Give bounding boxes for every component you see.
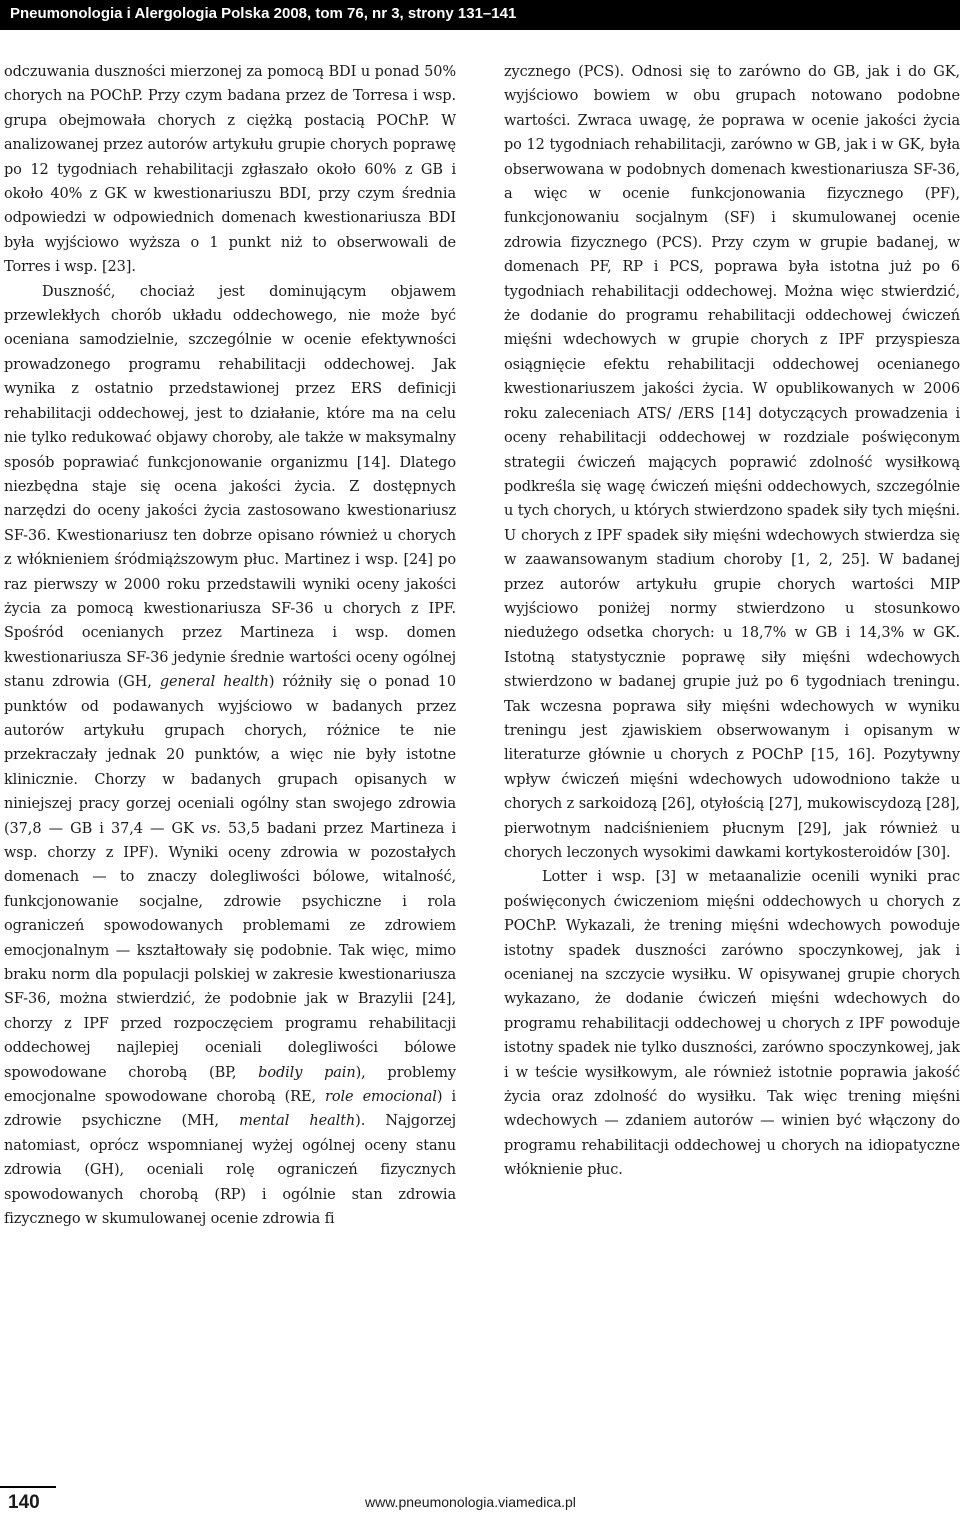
italic-term: vs. bbox=[200, 820, 221, 837]
footer-rule bbox=[0, 1486, 56, 1488]
italic-term: general health bbox=[159, 674, 269, 691]
right-column bbox=[504, 60, 960, 1475]
italic-term: mental health bbox=[239, 1113, 356, 1130]
running-header-bar bbox=[0, 0, 960, 30]
paragraph: zycznego (PCS). Odnosi się to zarówno do GB, jak i do GK, wyjściowo bowiem w obu grupach notowano podobne wartości. Zwraca uwagę, że poprawa w ocenie jakości życia po 12 tygodniach rehabilitacji, zarówno w GB, jak i w GK, była obserwowana w podobnych domenach kwestionariusza SF-36, a więc w ocenie funkcjonowania fizycznego (PF), funkcjonowaniu socjalnym (SF) i skumulowanej ocenie zdrowia fizycznego (PCS). Przy czym w grupie badanej, w domenach PF, RP i PCS, poprawa była istotna już po 6 tygodniach rehabilitacji oddechowej. Można więc stwierdzić, że dodanie do programu rehabilitacji oddechowej ćwiczeń mięśni wdechowych w grupie chorych z IPF przyspiesza osiągnięcie efektu rehabilitacji oddechowej ocenianego kwestionariuszem jakości życia. W opublikowanych w 2006 roku zaleceniach ATS/ /ERS [14] dotyczących prowadzenia i oceny rehabilitacji oddechowej w rozdziale poświęconym strategii ćwiczeń mających poprawić zdolność wysiłkową podkreśla się wagę ćwiczeń mięśni oddechowych, szczególnie u tych chorych, u których stwierdzono spadek siły tych mięśni. U chorych z IPF spadek siły mięśni wdechowych stwierdza się w zaawansowanym stadium choroby [1, 2, 25]. W badanej przez autorów artykułu grupie chorych wartości MIP wyjściowo poniżej normy stwierdzono u stosunkowo niedużego odsetka chorych: u 18,7% w GB i 14,3% w GK. Istotną statystycznie poprawę siły mięśni wdechowych stwierdzono w badanej grupie już po 6 tygodniach treningu. Tak wczesna poprawa siły mięśni wdechowych w wyniku treningu jest zjawiskiem obserwowanym i opisanym w literaturze głównie u chorych z POChP [15, 16]. Pozytywny wpływ ćwiczeń mięśni wdechowych udowodniono także u chorych z sarkoidozą [26], otyłością [27], mukowiscydozą [28], pierwotnym nadciśnieniem płucnym [29], jak również u chorych leczonych wysokimi dawkami kortykosteroidów [30]. bbox=[504, 64, 960, 861]
journal-url[interactable]: www.pneumonologia.viamedica.pl bbox=[365, 1494, 576, 1510]
paragraph bbox=[4, 280, 456, 1232]
paragraph: Lotter i wsp. [3] w metaanalizie ocenili wyniki prac poświęconych ćwiczeniom mięśni oddechowych u chorych z POChP. Wykazali, że trening mięśni wdechowych powoduje istotny spadek duszności zarówno spoczynkowej, jak i ocenianej na szczycie wysiłku. W opisywanej grupie chorych wykazano, że dodanie ćwiczeń mięśni wdechowych do programu rehabilitacji oddechowej u chorych z IPF powoduje istotny spadek nie tylko duszności, zarówno spoczynkowej, jak i w teście wysiłkowym, ale również istotnie poprawia jakość życia oraz zdolność do wysiłku. Tak więc trening mięśni wdechowych — zdaniem autorów — winien być włączony do programu rehabilitacji oddechowej u chorych na idiopatyczne włóknienie płuc. bbox=[504, 869, 960, 1179]
text-run: ) i zdrowie psychiczne (MH, bbox=[4, 1089, 456, 1130]
running-title: Pneumonologia i Alergologia Polska 2008, tom 76, nr 3, strony 131–141 bbox=[10, 5, 517, 22]
text-run: ). Najgorzej natomiast, oprócz wspomnianej wyżej ogólnej oceny stanu zdrowia (GH), oceniali rolę ograniczeń fizycznych spowodowanych chorobą (RP) i ogólnie stan zdrowia fizycznego w skumulowanej ocenie zdrowia fi bbox=[4, 1113, 456, 1228]
left-column bbox=[4, 60, 456, 1475]
italic-term: bodily pain bbox=[258, 1064, 356, 1081]
page-number: 140 bbox=[8, 1492, 40, 1513]
text-run: ) różniły się o ponad 10 punktów od podawanych wyjściowo w badanych przez autorów artykułu grupach chorych, różnice te nie przekraczały jednak 20 punktów, a więc nie były istotne klinicznie. Chorzy w badanych grupach opisanych w niniejszej pracy gorzej oceniali ogólny stan swojego zdrowia (37,8 — GB i 37,4 — GK bbox=[4, 674, 456, 837]
text-run: Duszność, chociaż jest dominującym objawem przewlekłych chorób układu oddechowego, nie może być oceniana samodzielnie, szczególnie w ocenie efektywności prowadzonego programu rehabilitacji oddechowej. Jak wynika z ostatnio przedstawionej przez ERS definicji rehabilitacji oddechowej, jest to działanie, które ma na celu nie tylko redukować objawy choroby, ale także w maksymalny sposób poprawiać funkcjonowanie organizmu [14]. Dlatego niezbędna staje się ocena jakości życia. Z dostępnych narzędzi do oceny jakości życia zastosowano kwestionariusz SF-36. Kwestionariusz ten dobrze opisano również u chorych z włóknieniem śródmiąższowym płuc. Martinez i wsp. [24] po raz pierwszy w 2000 roku przedstawili wyniki oceny jakości życia za pomocą kwestionariusza SF-36 u chorych z IPF. Spośród ocenianych przez Martineza i wsp. domen kwestionariusza SF-36 jedynie średnie wartości oceny ogólnej stanu zdrowia (GH, bbox=[4, 283, 456, 691]
text-run: 53,5 badani przez Martineza i wsp. chorzy z IPF). Wyniki oceny zdrowia w pozostałych domenach — to znaczy dolegliwości bólowe, witalność, funkcjonowanie socjalne, zdrowie psychiczne i rola ograniczeń spowodowanych problemami ze zdrowiem emocjonalnym — kształtowały się podobnie. Tak więc, mimo braku norm dla populacji polskiej w zakresie kwestionariusza SF-36, można stwierdzić, że podobnie jak w Brazylii [24], chorzy z IPF przed rozpoczęciem programu rehabilitacji oddechowej najlepiej oceniali dolegliwości bólowe spowodowane chorobą (BP, bbox=[4, 820, 456, 1081]
italic-term: role emocional bbox=[325, 1089, 437, 1106]
paragraph: odczuwania duszności mierzonej za pomocą BDI u ponad 50% chorych na POChP. Przy czym badana przez de Torresa i wsp. grupa obejmowała chorych z ciężką postacią POChP. W analizowanej przez autorów artykułu grupie chorych poprawę po 12 tygodniach rehabilitacji zgłaszało około 60% z GB i około 40% z GK w kwestionariuszu BDI, przy czym średnia odpowiedzi w odpowiednich domenach kwestionariusza BDI była wyjściowo wyższa o 1 punkt niż to obserwowali de Torres i wsp. [23]. bbox=[4, 64, 456, 276]
text-run: ), problemy emocjonalne spowodowane chorobą (RE, bbox=[4, 1064, 456, 1106]
